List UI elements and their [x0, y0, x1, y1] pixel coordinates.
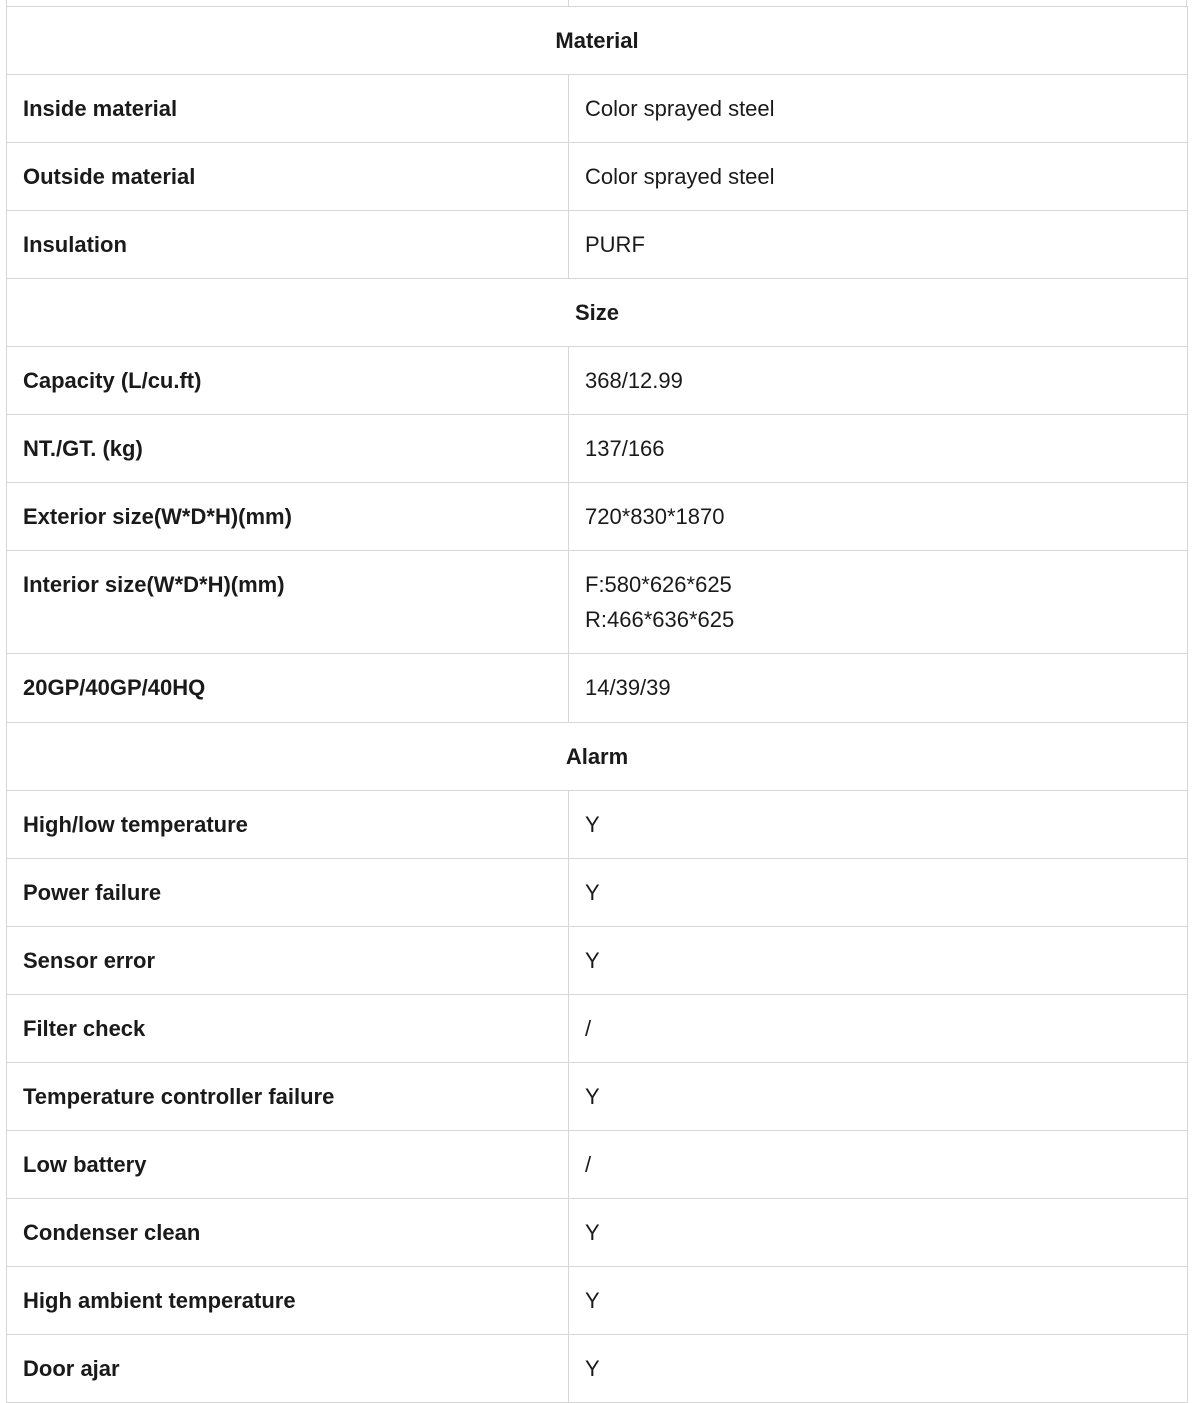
- row-value: Y: [569, 927, 1188, 995]
- row-value: /: [569, 1131, 1188, 1199]
- table-row: [7, 551, 1188, 654]
- table-row: [7, 347, 1188, 415]
- table-row: [7, 75, 1188, 143]
- table-row: [7, 211, 1188, 279]
- row-label: Inside material: [7, 75, 569, 143]
- row-label: Power failure: [7, 859, 569, 927]
- table-row: [7, 1131, 1188, 1199]
- section-title: Size: [7, 279, 1188, 347]
- table-row: [7, 859, 1188, 927]
- section-title: Alarm: [7, 723, 1188, 791]
- table-row: [7, 927, 1188, 995]
- row-label: Capacity (L/cu.ft): [7, 347, 569, 415]
- spec-table: [6, 6, 1188, 1403]
- table-row: [7, 791, 1188, 859]
- section-title: Material: [7, 7, 1188, 75]
- row-label: Insulation: [7, 211, 569, 279]
- row-value: Color sprayed steel: [569, 75, 1188, 143]
- table-row: [7, 1199, 1188, 1267]
- row-value: Y: [569, 1199, 1188, 1267]
- row-value: Y: [569, 791, 1188, 859]
- section-row-material: [7, 7, 1188, 75]
- row-value: PURF: [569, 211, 1188, 279]
- table-row: [7, 415, 1188, 483]
- row-value: 720*830*1870: [569, 483, 1188, 551]
- row-label: Filter check: [7, 995, 569, 1063]
- row-label: Temperature controller failure: [7, 1063, 569, 1131]
- row-label: 20GP/40GP/40HQ: [7, 654, 569, 723]
- row-value: F:580*626*625 R:466*636*625: [569, 551, 1188, 654]
- table-row: [7, 1267, 1188, 1335]
- table-row: [7, 654, 1188, 723]
- row-label: High/low temperature: [7, 791, 569, 859]
- row-value: Y: [569, 1063, 1188, 1131]
- row-label: Low battery: [7, 1131, 569, 1199]
- row-value: 14/39/39: [569, 654, 1188, 723]
- row-label: High ambient temperature: [7, 1267, 569, 1335]
- table-row: [7, 1063, 1188, 1131]
- table-row: [7, 1335, 1188, 1403]
- section-row-size: [7, 279, 1188, 347]
- row-value: 368/12.99: [569, 347, 1188, 415]
- row-label: Outside material: [7, 143, 569, 211]
- row-label: Condenser clean: [7, 1199, 569, 1267]
- row-value: Color sprayed steel: [569, 143, 1188, 211]
- row-value: Y: [569, 859, 1188, 927]
- row-label: Exterior size(W*D*H)(mm): [7, 483, 569, 551]
- row-label: Sensor error: [7, 927, 569, 995]
- row-value: Y: [569, 1335, 1188, 1403]
- table-row: [7, 143, 1188, 211]
- row-label: Door ajar: [7, 1335, 569, 1403]
- row-value: /: [569, 995, 1188, 1063]
- row-label: Interior size(W*D*H)(mm): [7, 551, 569, 654]
- row-value: Y: [569, 1267, 1188, 1335]
- row-value: 137/166: [569, 415, 1188, 483]
- section-row-alarm: [7, 723, 1188, 791]
- row-label: NT./GT. (kg): [7, 415, 569, 483]
- table-row: [7, 483, 1188, 551]
- table-row: [7, 995, 1188, 1063]
